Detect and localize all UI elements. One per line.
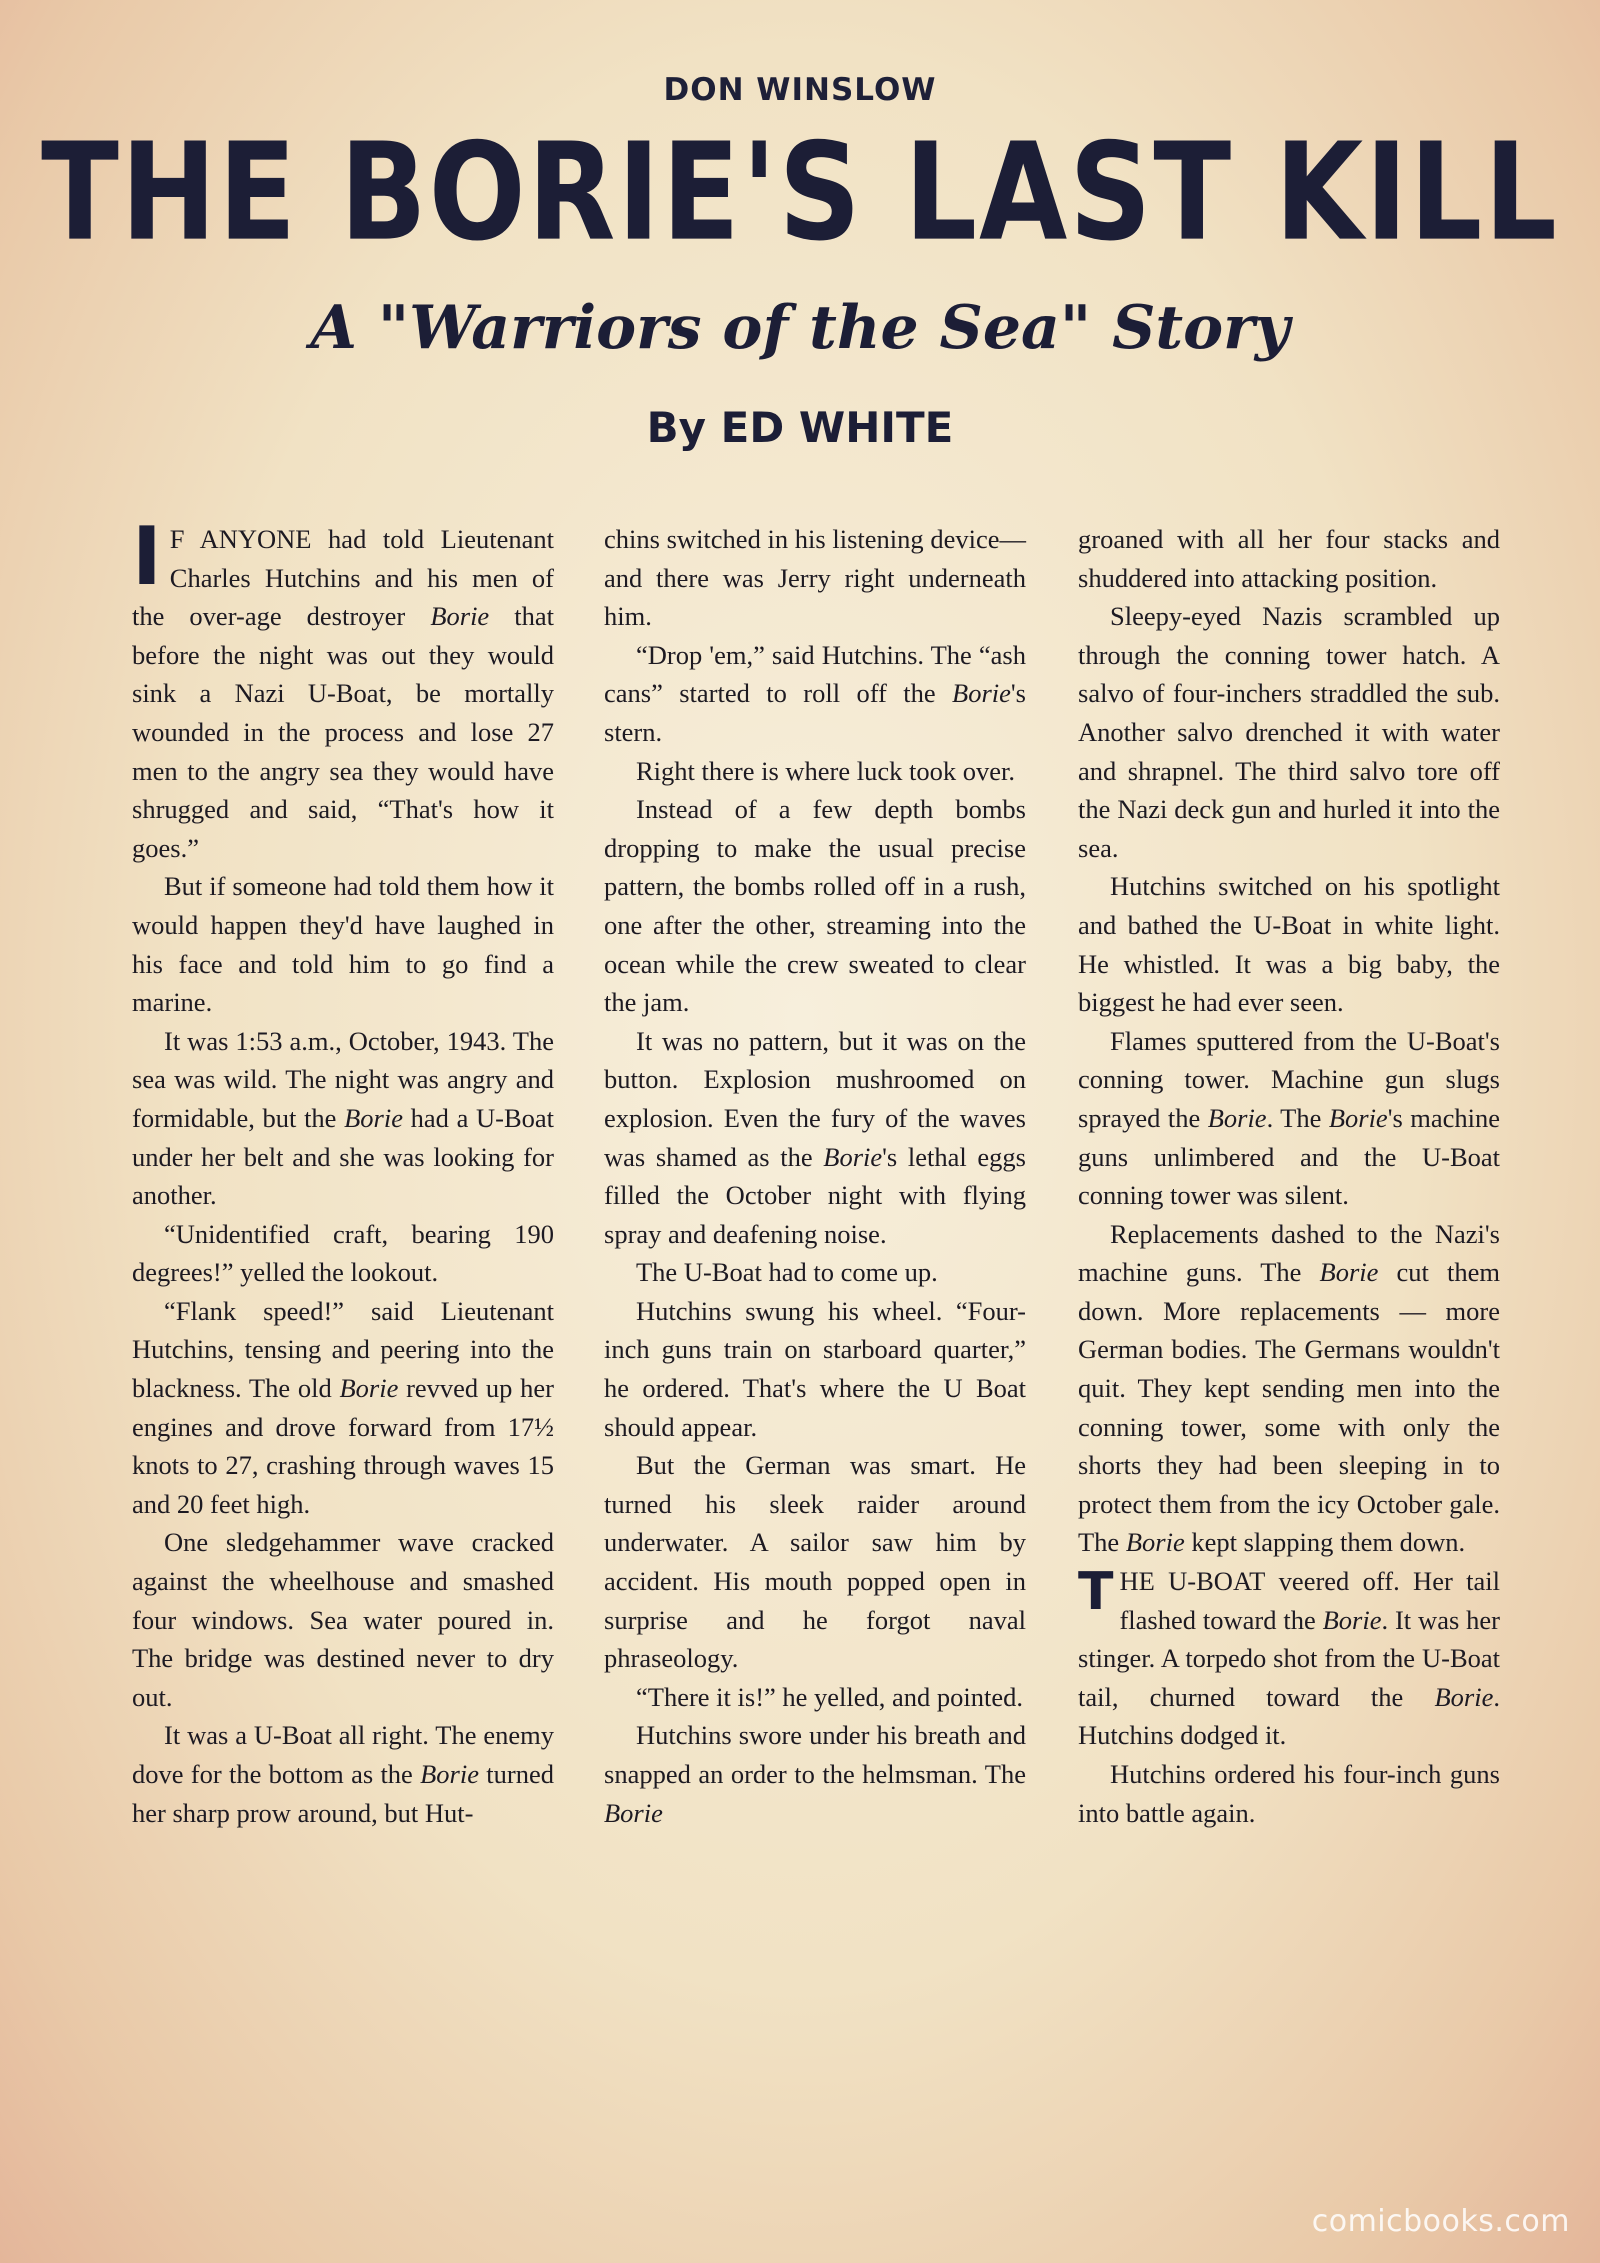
paragraph-text: had told Lieutenant Charles Hutchins and his men of the over-age destroyer	[132, 524, 554, 632]
paragraph: Hutchins swung his wheel. “Four-inch guns train on starboard quarter,” he ordered. That's where the U Boat should appear.	[604, 1295, 1026, 1442]
paragraph	[132, 1292, 554, 1524]
paragraph	[132, 510, 554, 867]
paragraph-text: veered off. Her tail flashed toward the	[1119, 1566, 1500, 1635]
paragraph-text: . The	[1266, 1102, 1329, 1133]
series-kicker: DON WINSLOW	[663, 72, 937, 108]
paragraph: groaned with all her four stacks and shuddered into attacking position.	[1078, 524, 1500, 593]
paragraph: But if someone had told them how it would happen they'd have laughed in his face and told him to go find a marine.	[132, 871, 554, 1018]
paragraph-text: revved up her engines and drove forward from 17½ knots to 27, crashing through waves 15 and 20 feet high.	[132, 1373, 555, 1519]
paragraph-text: It was a U-Boat all right. The enemy dove for the bottom as the	[132, 1720, 554, 1789]
paragraph: One sledgehammer wave cracked against the wheelhouse and smashed four windows. Sea water poured in. The bridge was destined never to dry out.	[132, 1527, 554, 1712]
paragraph: But the German was smart. He turned his sleek raider around underwater. A sailor saw him by accident. His mouth popped open in surprise and he forgot naval phraseology.	[604, 1450, 1026, 1674]
paragraph: Instead of a few depth bombs dropping to make the usual precise pattern, the bombs rolled off in a rush, one after the other, streaming into the ocean while the crew sweated to clear the jam.	[604, 794, 1026, 1018]
paragraph-text: It was no pattern, but it was on the button. Explosion mushroomed on explosion. Even the fury of the waves was shamed as the	[604, 1025, 1026, 1172]
ship-name: Borie	[952, 678, 1011, 709]
paragraph	[604, 1716, 1026, 1832]
paragraph-text: “Flank speed!” said Lieutenant Hutchins, tensing and peering into the blackness. The old	[132, 1295, 554, 1404]
ship-name: Borie	[339, 1373, 399, 1404]
story-subtitle: A "Warriors of the Sea" Story	[310, 293, 1290, 363]
paragraph: Hutchins ordered his four-inch guns into battle again.	[1078, 1759, 1500, 1828]
ship-name: Borie	[1207, 1102, 1267, 1133]
paragraph-text: that before the night was out they would sink a Nazi U-Boat, be mortally wounded in the process and lose 27 men to the angry sea they would have shrugged and said, “That's how it goes.”	[132, 601, 554, 863]
paragraph-text: kept slapping them down.	[1184, 1527, 1466, 1558]
text-column-3	[1078, 520, 1500, 1832]
paragraph	[1078, 1215, 1500, 1562]
paragraph-text: Hutchins swore under his breath and snapped an order to the helmsman. The	[604, 1720, 1026, 1789]
drop-cap: I	[132, 510, 162, 603]
ship-name: Borie	[430, 601, 490, 632]
ship-name: Borie	[1434, 1681, 1494, 1712]
ship-name: Borie	[1328, 1102, 1388, 1133]
ship-name: Borie	[1319, 1257, 1379, 1288]
paragraph-text: turned her sharp prow around, but Hut-	[132, 1759, 554, 1828]
ship-name: Borie	[1125, 1527, 1185, 1558]
paragraph	[132, 1022, 554, 1215]
paragraph	[132, 1716, 554, 1832]
paragraph: Right there is where luck took over.	[636, 755, 1016, 786]
paragraph	[1078, 1562, 1500, 1755]
lead-in: HE U-BOAT	[1119, 1566, 1266, 1597]
paragraph: Sleepy-eyed Nazis scrambled up through the conning tower hatch. A salvo of four-inchers straddled the sub. Another salvo drenched it with water and shrapnel. The third salvo tore off the Nazi deck gun and hurled it into the sea.	[1078, 601, 1500, 863]
paragraph-text: “Drop 'em,” said Hutchins. The “ash cans” started to roll off the	[604, 639, 1026, 709]
story-title: THE BORIE'S LAST KILL	[41, 113, 1559, 271]
site-watermark: comicbooks.com	[1311, 2204, 1570, 2239]
paragraph-text: 's machine guns unlimbered and the U-Boat conning tower was silent.	[1078, 1102, 1500, 1211]
text-column-1	[132, 510, 555, 1832]
paragraph: chins switched in his listening device—and there was Jerry right underneath him.	[604, 524, 1026, 632]
paragraph-text: 's lethal eggs filled the October night with flying spray and deafening noise.	[604, 1141, 1026, 1249]
paragraph: The U-Boat had to come up.	[636, 1257, 938, 1288]
paragraph-text: Replacements dashed to the Nazi's machine guns. The	[1078, 1218, 1500, 1288]
paragraph-text: Flames sputtered from the U-Boat's conning tower. Machine gun slugs sprayed the	[1078, 1025, 1500, 1133]
paragraph-text: It was 1:53 a.m., October, 1943. The sea was wild. The night was angry and formidable, but the	[132, 1025, 554, 1133]
paragraph	[604, 636, 1026, 752]
paragraph-text: . Hutchins dodged it.	[1078, 1681, 1500, 1751]
paragraph	[1078, 1022, 1500, 1215]
paragraph-text: had a U-Boat under her belt and she was looking for another.	[132, 1102, 554, 1211]
paragraph: Hutchins switched on his spotlight and bathed the U-Boat in white light. He whistled. It was a big baby, the biggest he had ever seen.	[1078, 871, 1500, 1018]
paragraph	[604, 1022, 1026, 1254]
ship-name: Borie	[823, 1141, 883, 1172]
ship-name: Borie	[1322, 1604, 1382, 1635]
drop-cap: T	[1078, 1562, 1114, 1623]
text-column-2	[604, 520, 1026, 1832]
ship-name: Borie	[344, 1102, 403, 1133]
paragraph-text: cut them down. More replacements — more German bodies. The Germans wouldn't quit. They kept sending men into the conning tower, some with only the shorts they had been sleeping in to protect them from the icy October gale. The	[1078, 1257, 1500, 1558]
byline: By ED WHITE	[646, 403, 954, 452]
lead-in: F ANYONE	[169, 524, 312, 554]
ship-name: Borie	[420, 1759, 479, 1789]
paragraph: “There it is!” he yelled, and pointed.	[636, 1681, 1024, 1712]
paragraph: “Unidentified craft, bearing 190 degrees!” yelled the lookout.	[132, 1218, 554, 1288]
paragraph-text: 's stern.	[604, 678, 1026, 747]
paragraph-text: . It was her stinger. A torpedo shot from the U-Boat tail, churned toward the	[1078, 1604, 1500, 1712]
ship-name: Borie	[604, 1797, 663, 1828]
